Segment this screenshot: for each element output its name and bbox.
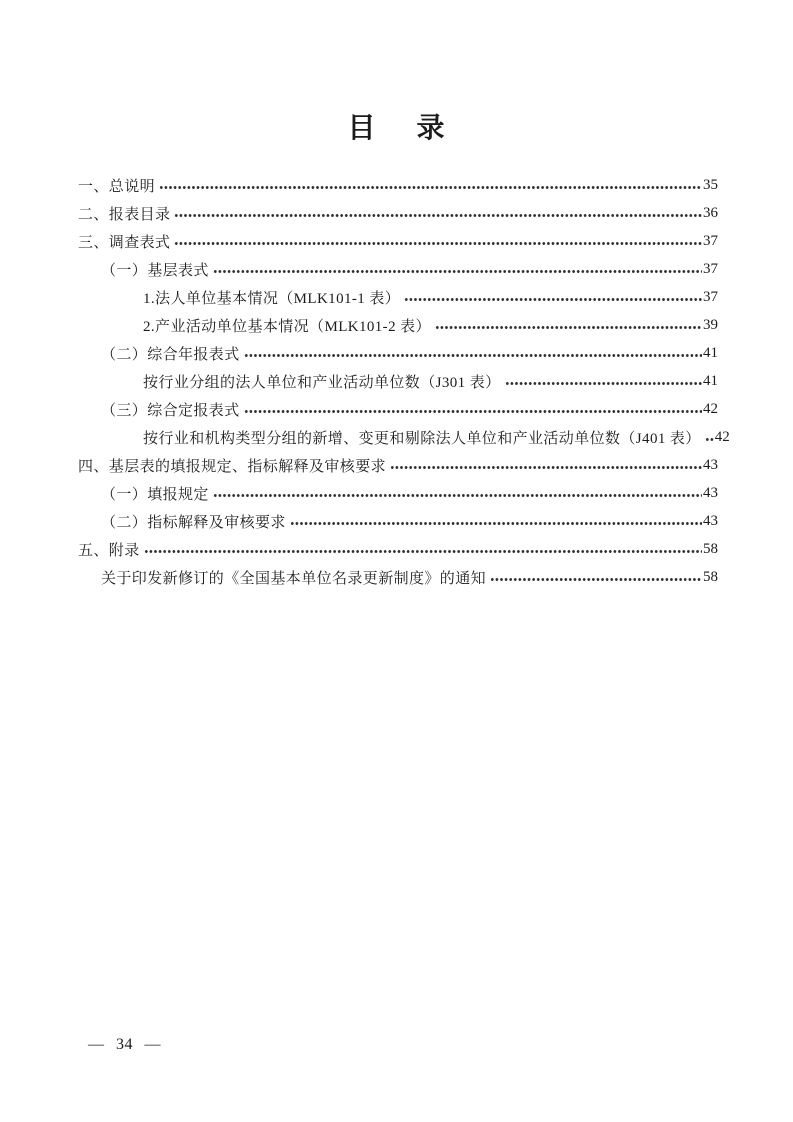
toc-entry	[0, 423, 730, 451]
toc-entry-page-number: 43	[703, 484, 718, 501]
toc-entry-label: 2.产业活动单位基本情况（MLK101-2 表）	[143, 318, 431, 335]
toc-entry-page-number: 35	[703, 176, 718, 193]
toc-entry	[0, 451, 718, 479]
toc-entry-page-number: 41	[703, 344, 718, 361]
toc-entry-page-number: 58	[703, 568, 718, 585]
footer-page-number: — 34 —	[88, 1036, 161, 1053]
dot-leader	[212, 255, 702, 283]
dot-leader	[143, 535, 702, 563]
toc-entry-page-number: 37	[703, 288, 718, 305]
dot-leader	[243, 395, 702, 423]
toc-entry-label: （二）指标解释及审核要求	[101, 514, 286, 531]
toc-entry	[0, 171, 718, 199]
dot-leader	[704, 423, 714, 451]
toc-entry	[0, 367, 718, 395]
dot-leader	[212, 479, 702, 507]
toc-entry	[0, 227, 718, 255]
toc-entry	[0, 255, 718, 283]
toc-entry-label: 按行业和机构类型分组的新增、变更和剔除法人单位和产业活动单位数（J401 表）	[143, 430, 701, 447]
dot-leader	[504, 367, 703, 395]
toc-entry-label: 关于印发新修订的《全国基本单位名录更新制度》的通知	[101, 570, 487, 587]
toc-entry-page-number: 42	[703, 400, 718, 417]
toc-entry-label: 按行业分组的法人单位和产业活动单位数（J301 表）	[143, 374, 501, 391]
toc-entry-page-number: 39	[703, 316, 718, 333]
toc-entry-label: 四、基层表的填报规定、指标解释及审核要求	[78, 458, 387, 475]
toc-entry	[0, 479, 718, 507]
toc-entry	[0, 283, 718, 311]
toc-entry	[0, 311, 718, 339]
toc-entry-page-number: 43	[703, 512, 718, 529]
toc-entry-label: 三、调查表式	[78, 234, 171, 251]
toc-entry	[0, 535, 718, 563]
toc-entry-label: （三）综合定报表式	[101, 402, 240, 419]
toc-entry-label: （二）综合年报表式	[101, 346, 240, 363]
toc-entry-label: 二、报表目录	[78, 206, 171, 223]
toc-entry-page-number: 37	[703, 260, 718, 277]
dot-leader	[289, 507, 702, 535]
dot-leader	[173, 199, 702, 227]
toc-list	[0, 171, 730, 591]
toc-entry-page-number: 43	[703, 456, 718, 473]
toc-entry-page-number: 41	[703, 372, 718, 389]
page-title: 目 录	[347, 113, 446, 144]
toc-entry-label: （一）填报规定	[101, 486, 209, 503]
dot-leader	[243, 339, 702, 367]
toc-entry	[0, 199, 718, 227]
toc-entry	[0, 339, 718, 367]
dot-leader	[489, 563, 702, 591]
toc-entry	[0, 563, 718, 591]
toc-entry-page-number: 58	[703, 540, 718, 557]
toc-entry-label: 五、附录	[78, 542, 140, 559]
dot-leader	[173, 227, 702, 255]
toc-entry	[0, 507, 718, 535]
dot-leader	[403, 283, 702, 311]
toc-entry-label: 一、总说明	[78, 178, 156, 195]
toc-entry-page-number: 36	[703, 204, 718, 221]
toc-entry	[0, 395, 718, 423]
toc-entry-label: 1.法人单位基本情况（MLK101-1 表）	[143, 290, 401, 307]
toc-entry-label: （一）基层表式	[101, 262, 209, 279]
toc-entry-page-number: 37	[703, 232, 718, 249]
toc-entry-page-number: 42	[714, 428, 730, 445]
dot-leader	[158, 171, 702, 199]
dot-leader	[434, 311, 702, 339]
dot-leader	[389, 451, 702, 479]
